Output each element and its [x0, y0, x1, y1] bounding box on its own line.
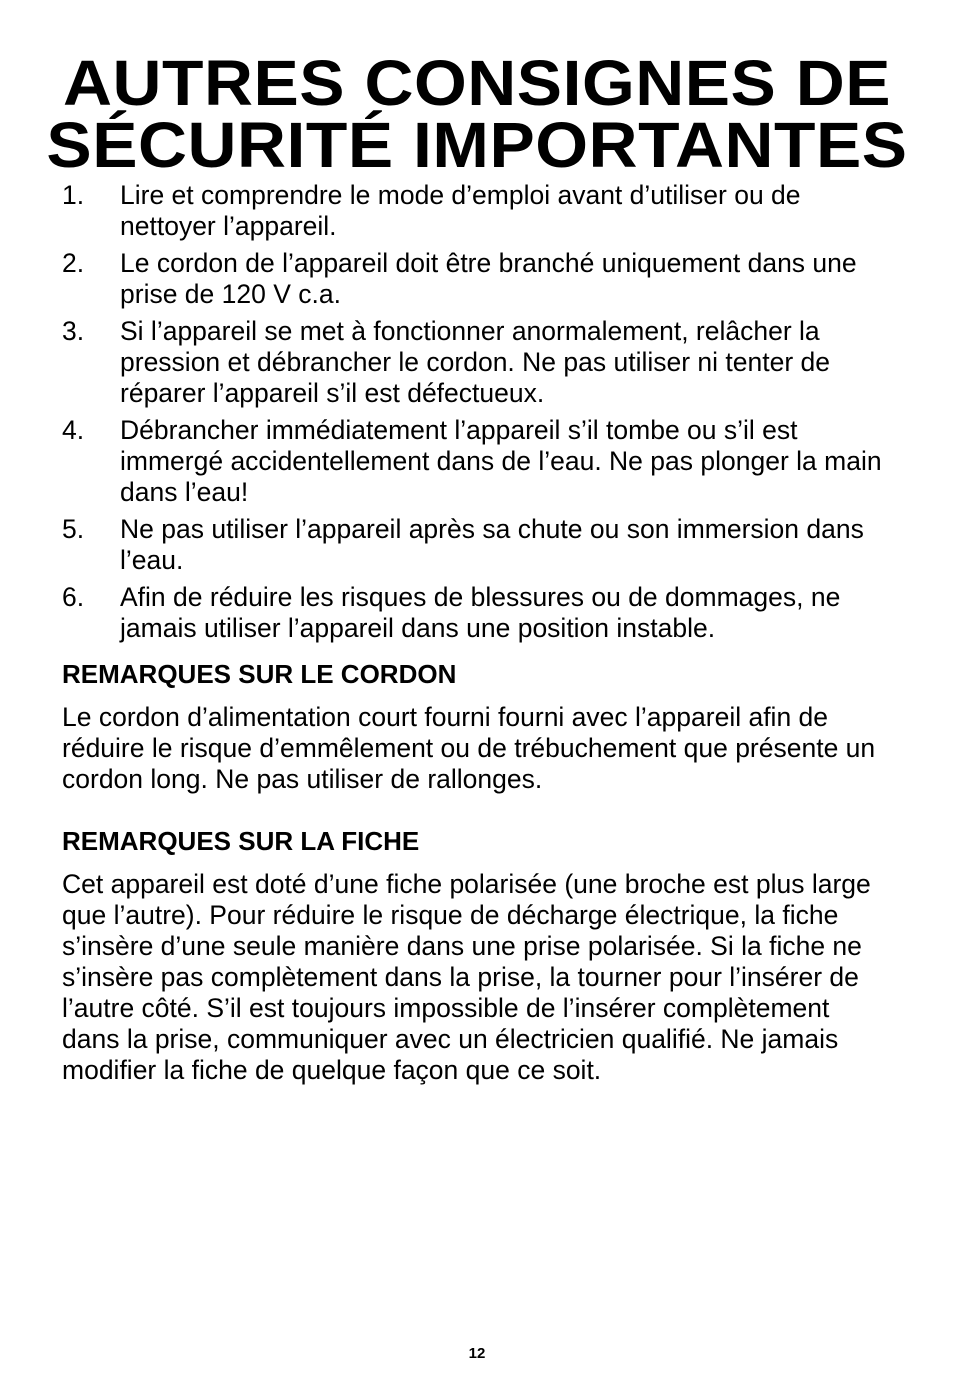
cord-notes-heading: REMARQUES SUR LE CORDON: [62, 659, 457, 689]
list-item-text: Lire et comprendre le mode d’emploi avant d’utiliser ou de nettoyer l’appareil.: [120, 180, 801, 241]
list-item: [62, 514, 892, 576]
list-item-text: Ne pas utiliser l’appareil après sa chute ou son immersion dans l’eau.: [120, 514, 864, 575]
list-item-number: 4.: [62, 415, 85, 445]
list-item: [62, 415, 892, 508]
list-item-number: 5.: [62, 514, 85, 544]
list-item-number: 3.: [62, 316, 85, 346]
title-line-2: SÉCURITÉ IMPORTANTES: [46, 109, 908, 181]
safety-rules-list: [62, 180, 892, 644]
document-page: [46, 47, 908, 1086]
page-title: [37, 47, 917, 181]
list-item-number: 2.: [62, 248, 85, 278]
plug-notes-text: Cet appareil est doté d’une fiche polarisée (une broche est plus large que l’autre). Pour réduire le risque de décharge électrique, la fiche s’insère d’une seule manière dans une prise polarisée. Si la fiche ne s’insère pas complètement dans la prise, la tourner pour l’insérer de l’autre côté. S’il est toujours impossible de l’insérer complètement dans la prise, communiquer avec un électricien qualifié. Ne jamais modifier la fiche de quelque façon que ce soit.: [62, 869, 871, 1085]
title-line-1: AUTRES CONSIGNES DE: [62, 47, 892, 119]
cord-notes-text: Le cordon d’alimentation court fourni fourni avec l’appareil afin de réduire le risque d’emmêlement ou de trébuchement que présente un cordon long. Ne pas utiliser de rallonges.: [62, 702, 876, 794]
plug-notes-heading: REMARQUES SUR LA FICHE: [62, 826, 420, 856]
list-item: [62, 582, 892, 644]
list-item: [62, 316, 892, 409]
list-item-text: Afin de réduire les risques de blessures ou de dommages, ne jamais utiliser l’appareil dans une position instable.: [120, 582, 841, 643]
list-item-text: Le cordon de l’appareil doit être branché uniquement dans une prise de 120 V c.a.: [120, 248, 857, 309]
list-item: [62, 248, 892, 310]
list-item-number: 6.: [62, 582, 85, 612]
list-item-text: Si l’appareil se met à fonctionner anormalement, relâcher la pression et débrancher le cordon. Ne pas utiliser ni tenter de réparer l’appareil s’il est défectueux.: [120, 316, 831, 408]
list-item-text: Débrancher immédiatement l’appareil s’il tombe ou s’il est immergé accidentellement dans de l’eau. Ne pas plonger la main dans l’eau!: [120, 415, 882, 507]
list-item: [62, 180, 892, 242]
page-number: 12: [468, 1345, 486, 1362]
list-item-number: 1.: [62, 180, 85, 210]
